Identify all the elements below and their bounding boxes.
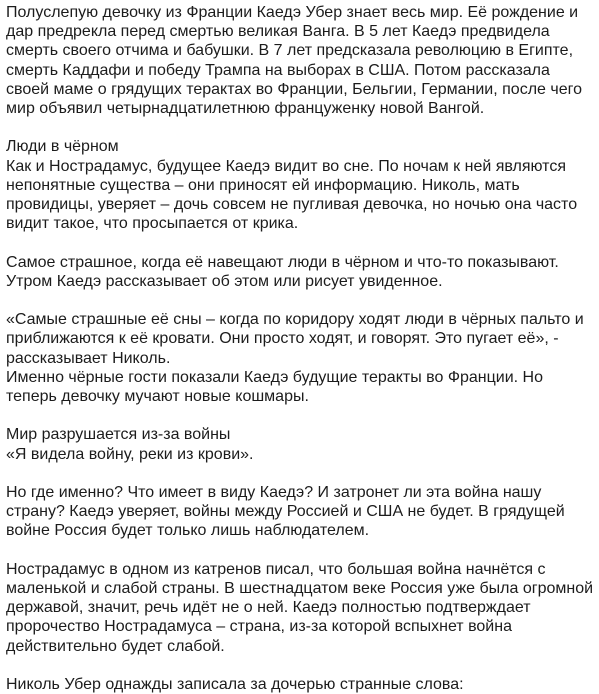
text-line: своей маме о грядущих терактах во Франции, Бельгии, Германии, после чего <box>6 80 582 98</box>
article-paragraph <box>6 310 599 406</box>
paragraph-spacer <box>6 118 599 137</box>
paragraph-spacer <box>6 656 599 675</box>
article-paragraph <box>6 3 599 118</box>
text-line: мир объявил четырнадцатилетнюю француженку новой Вангой. <box>6 100 485 118</box>
text-line: «Самые страшные её сны – когда по коридору ходят люди в чёрных пальто и <box>6 311 584 329</box>
text-line: действительно будет слабой. <box>6 637 225 655</box>
text-line: Николь Убер однажды записала за дочерью странные слова: <box>6 676 464 693</box>
article-paragraph <box>6 560 599 656</box>
text-line: Утром Каедэ рассказывает об этом или рисует увиденное. <box>6 272 443 290</box>
article-paragraph <box>6 137 599 233</box>
text-line: «Я видела войну, реки из крови». <box>6 445 254 463</box>
text-line: державой, значит, речь идёт не о ней. Каедэ полностью подтверждает <box>6 599 531 617</box>
article-paragraph <box>6 483 599 541</box>
text-line: приближаются к её кровати. Они просто ходят, и говорят. Это пугает её», - <box>6 330 559 348</box>
paragraph-spacer <box>6 233 599 252</box>
article-paragraph <box>6 253 599 291</box>
text-line: пророчество Нострадамуса – страна, из-за которой вспыхнет война <box>6 618 512 636</box>
text-line: Люди в чёрном <box>6 138 119 156</box>
text-line: непонятные существа – они приносят ей информацию. Николь, мать <box>6 176 520 194</box>
paragraph-spacer <box>6 464 599 483</box>
text-line: Мир разрушается из-за войны <box>6 426 231 444</box>
text-line: страну? Каедэ уверяет, войны между Россией и США не будет. В грядущей <box>6 503 565 521</box>
text-line: рассказывает Николь. <box>6 349 171 367</box>
text-line: смерть своего отчима и бабушки. В 7 лет предсказала революцию в Египте, <box>6 42 574 60</box>
text-line: маленькой и слабой страны. В шестнадцатом веке Россия уже была огромной <box>6 580 594 597</box>
text-line: смерть Каддафи и победу Трампа на выборах в США. Потом рассказала <box>6 61 550 79</box>
article-paragraph <box>6 425 599 463</box>
text-line: войне Россия будет только лишь наблюдателем. <box>6 522 370 540</box>
text-line: Именно чёрные гости показали Каедэ будущие теракты во Франции. Но <box>6 368 543 386</box>
text-line: Но где именно? Что имеет в виду Каедэ? И затронет ли эта война нашу <box>6 484 542 501</box>
text-line: Полуслепую девочку из Франции Каедэ Убер знает весь мир. Её рождение и <box>6 4 579 21</box>
paragraph-spacer <box>6 291 599 310</box>
article-body <box>6 3 599 694</box>
paragraph-spacer <box>6 541 599 560</box>
text-line: видит такое, что просыпается от крика. <box>6 215 299 233</box>
text-line: Самое страшное, когда её навещают люди в чёрном и что-то показывают. <box>6 253 559 271</box>
text-line: Как и Нострадамус, будущее Каедэ видит во сне. По ночам к ней являются <box>6 157 566 175</box>
paragraph-spacer <box>6 406 599 425</box>
text-line: дар предрекла перед смертью великая Ванга. В 5 лет Каедэ предвидела <box>6 23 550 41</box>
text-line: Нострадамус в одном из катренов писал, что большая война начнётся с <box>6 560 546 578</box>
text-line: провидицы, уверяет – дочь совсем не пугливая девочка, но ночью она часто <box>6 196 578 214</box>
article-paragraph <box>6 675 599 694</box>
text-line: теперь девочку мучают новые кошмары. <box>6 388 309 406</box>
